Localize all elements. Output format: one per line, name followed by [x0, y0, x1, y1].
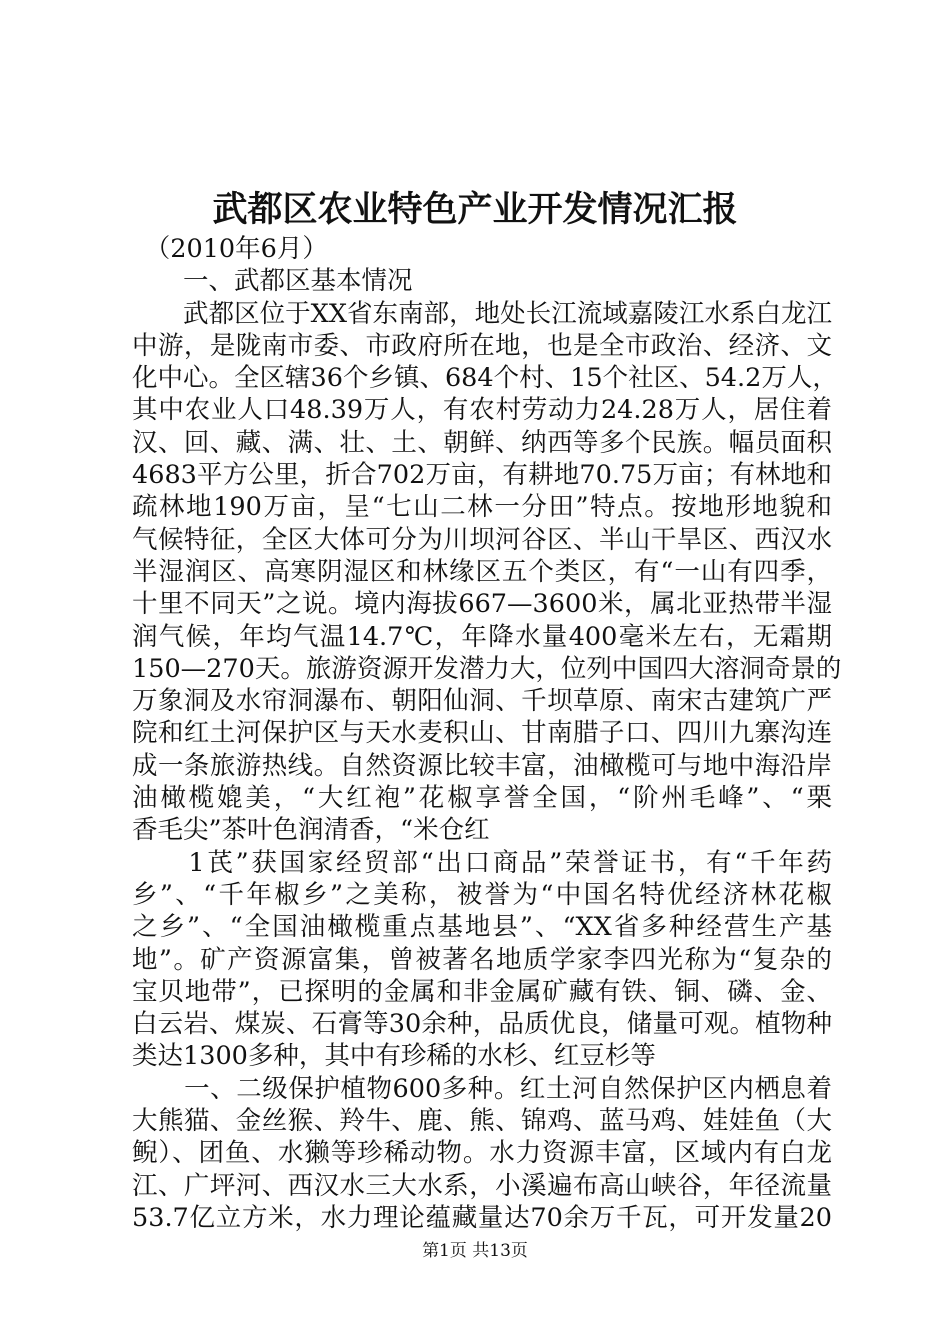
page-footer: 第1页 共13页 [422, 1241, 528, 1261]
body-line: 一、二级保护植物600多种。红土河自然保护区内栖息着 [132, 1073, 832, 1104]
body-line: 之乡”、“全国油橄榄重点基地县”、“XX省多种经营生产基 [132, 912, 832, 943]
body-line: 1芪”获国家经贸部“出口商品”荣誉证书，有“千年药 [132, 847, 832, 878]
body-line: 香毛尖”茶叶色润清香，“米仓红 [132, 815, 490, 846]
body-line: 一、武都区基本情况 [132, 266, 413, 297]
body-line: 十里不同天”之说。境内海拔667—3600米，属北亚热带半湿 [132, 589, 832, 620]
body-line: （2010年6月） [132, 234, 328, 264]
body-line: 乡”、“千年椒乡”之美称，被誉为“中国名特优经济林花椒 [132, 879, 832, 910]
body-line: 类达1300多种，其中有珍稀的水杉、红豆杉等 [132, 1041, 656, 1072]
body-line: 疏林地190万亩，呈“七山二林一分田”特点。按地形地貌和 [132, 492, 832, 523]
body-line: 成一条旅游热线。自然资源比较丰富，油橄榄可与地中海沿岸 [132, 750, 832, 781]
body-line: 大熊猫、金丝猴、羚牛、鹿、熊、锦鸡、蓝马鸡、娃娃鱼（大 [132, 1106, 832, 1137]
body-line: 万象洞及水帘洞瀑布、朝阳仙洞、千坝草原、南宋古建筑广严 [132, 686, 832, 717]
body-line: 化中心。全区辖36个乡镇、684个村、15个社区、54.2万人， [132, 363, 838, 394]
document-body [132, 233, 842, 1234]
body-line: 半湿润区、高寒阴湿区和林缘区五个类区，有“一山有四季， [132, 556, 832, 587]
body-line: 宝贝地带”，已探明的金属和非金属矿藏有铁、铜、磷、金、 [132, 976, 832, 1007]
body-line: 白云岩、煤炭、石膏等30余种，品质优良，储量可观。植物种 [132, 1009, 832, 1040]
body-line: 武都区位于XX省东南部，地处长江流域嘉陵江水系白龙江 [132, 298, 832, 329]
body-line: 4683平方公里，折合702万亩，有耕地70.75万亩；有林地和 [132, 460, 832, 491]
body-line: 150—270天。旅游资源开发潜力大，位列中国四大溶洞奇景的 [132, 653, 842, 684]
document-title: 武都区农业特色产业开发情况汇报 [212, 189, 738, 230]
body-line: 其中农业人口48.39万人，有农村劳动力24.28万人，居住着 [132, 395, 832, 426]
body-line: 院和红土河保护区与天水麦积山、甘南腊子口、四川九寨沟连 [132, 718, 832, 749]
body-line: 气候特征，全区大体可分为川坝河谷区、半山干旱区、西汉水 [132, 524, 832, 555]
body-line: 地”。矿产资源富集，曾被著名地质学家李四光称为“复杂的 [132, 944, 832, 975]
body-line: 江、广坪河、西汉水三大水系，小溪遍布高山峡谷，年径流量 [132, 1170, 832, 1201]
body-line: 53.7亿立方米，水力理论蕴藏量达70余万千瓦，可开发量20 [132, 1202, 832, 1233]
body-line: 汉、回、藏、满、壮、土、朝鲜、纳西等多个民族。幅员面积 [132, 427, 832, 458]
body-line: 润气候，年均气温14.7℃，年降水量400毫米左右，无霜期 [132, 621, 832, 652]
body-line: 鲵）、团鱼、水獭等珍稀动物。水力资源丰富，区域内有白龙 [132, 1138, 832, 1169]
body-line: 油橄榄媲美，“大红袍”花椒享誉全国，“阶州毛峰”、“栗 [132, 783, 832, 814]
body-line: 中游，是陇南市委、市政府所在地，也是全市政治、经济、文 [132, 330, 832, 361]
